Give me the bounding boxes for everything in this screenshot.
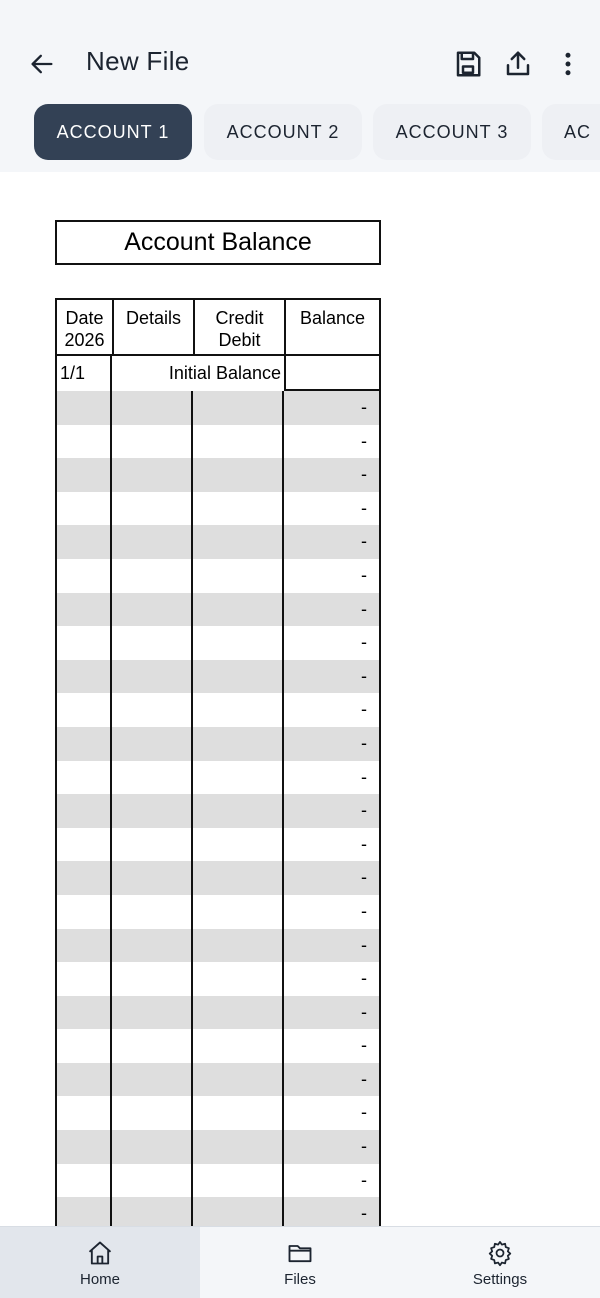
credit-debit-cell[interactable] [193, 1096, 284, 1130]
table-row[interactable] [55, 1197, 381, 1226]
nav-home-label: Home [79, 1270, 120, 1288]
ledger-rows [55, 391, 381, 1226]
date-cell[interactable] [57, 391, 112, 425]
col-debit-label: Debit [218, 330, 261, 350]
share-icon [503, 49, 533, 79]
date-cell[interactable] [57, 693, 112, 727]
ledger-sheet [0, 172, 600, 1226]
date-cell[interactable] [57, 1096, 112, 1130]
table-row[interactable] [55, 525, 381, 559]
initial-balance-cell[interactable] [284, 356, 379, 391]
more-menu-button[interactable] [548, 44, 588, 84]
date-cell[interactable] [57, 761, 112, 795]
balance-cell[interactable]: - [361, 699, 367, 720]
initial-balance-row[interactable] [55, 356, 381, 391]
col-balance-header [284, 300, 379, 354]
credit-debit-cell[interactable] [193, 861, 284, 895]
details-cell[interactable] [112, 895, 193, 929]
folder-icon [286, 1239, 314, 1267]
credit-debit-cell[interactable] [193, 996, 284, 1030]
table-row[interactable] [55, 593, 381, 627]
tab-account-1[interactable] [34, 104, 192, 160]
table-row[interactable] [55, 861, 381, 895]
balance-cell[interactable]: - [361, 1035, 367, 1056]
ledger-header [55, 298, 381, 356]
balance-cell[interactable]: - [361, 397, 367, 417]
col-year-label: 2026 [64, 330, 105, 350]
details-cell[interactable] [112, 593, 193, 627]
date-cell[interactable] [57, 492, 112, 526]
credit-debit-cell[interactable] [193, 593, 284, 627]
details-cell[interactable] [112, 996, 193, 1030]
table-row[interactable] [55, 660, 381, 694]
tab-account-2[interactable] [204, 104, 362, 160]
balance-cell[interactable]: - [361, 732, 367, 753]
credit-debit-cell[interactable] [193, 626, 284, 660]
date-cell[interactable] [57, 962, 112, 996]
table-row[interactable] [55, 1164, 381, 1198]
balance-cell[interactable]: - [361, 632, 367, 653]
table-row[interactable] [55, 1063, 381, 1097]
col-balance-label: Balance [299, 308, 366, 328]
balance-cell[interactable]: - [361, 968, 367, 989]
balance-cell[interactable]: - [361, 1102, 367, 1123]
ledger-table [55, 298, 381, 1226]
details-cell[interactable] [112, 1130, 193, 1164]
balance-cell[interactable]: - [361, 1001, 367, 1022]
table-row[interactable] [55, 895, 381, 929]
credit-debit-cell[interactable] [193, 1164, 284, 1198]
date-cell[interactable] [57, 559, 112, 593]
credit-debit-cell[interactable] [193, 929, 284, 963]
balance-cell[interactable]: - [361, 1203, 367, 1224]
balance-cell[interactable]: - [361, 900, 367, 921]
balance-cell[interactable]: - [361, 1169, 367, 1190]
balance-cell[interactable]: - [361, 1136, 367, 1157]
app-header [0, 0, 600, 172]
save-icon [453, 49, 483, 79]
table-row[interactable] [55, 1130, 381, 1164]
date-cell[interactable] [57, 1063, 112, 1097]
tab-label: ACCOUNT 2 [226, 121, 340, 142]
credit-debit-cell[interactable] [193, 1063, 284, 1097]
date-cell[interactable] [57, 458, 112, 492]
col-credit-label: Credit [215, 308, 264, 328]
col-details-label: Details [125, 308, 182, 328]
date-cell[interactable] [57, 895, 112, 929]
balance-cell[interactable]: - [361, 598, 367, 619]
details-cell[interactable] [112, 727, 193, 761]
date-cell[interactable] [57, 1029, 112, 1063]
tab-label: AC [564, 121, 592, 142]
balance-cell[interactable]: - [361, 464, 367, 485]
table-row[interactable] [55, 1096, 381, 1130]
share-button[interactable] [498, 44, 538, 84]
table-row[interactable] [55, 761, 381, 795]
details-cell[interactable] [112, 660, 193, 694]
col-credit-debit-header [193, 300, 284, 354]
table-row[interactable] [55, 458, 381, 492]
table-row[interactable] [55, 425, 381, 459]
table-row[interactable] [55, 626, 381, 660]
date-cell[interactable] [57, 525, 112, 559]
table-row[interactable] [55, 929, 381, 963]
nav-files-label: Files [284, 1270, 316, 1288]
nav-settings[interactable] [400, 1227, 600, 1298]
arrow-left-icon [28, 50, 56, 78]
credit-debit-cell[interactable] [193, 1197, 284, 1226]
initial-date[interactable]: 1/1 [57, 356, 112, 391]
credit-debit-cell[interactable] [193, 391, 284, 425]
date-cell[interactable] [57, 929, 112, 963]
credit-debit-cell[interactable] [193, 660, 284, 694]
table-row[interactable] [55, 693, 381, 727]
details-cell[interactable] [112, 761, 193, 795]
date-cell[interactable] [57, 861, 112, 895]
table-row[interactable] [55, 391, 381, 425]
account-tabs [0, 104, 600, 160]
credit-debit-cell[interactable] [193, 727, 284, 761]
details-cell[interactable] [112, 861, 193, 895]
details-cell[interactable] [112, 828, 193, 862]
date-cell[interactable] [57, 593, 112, 627]
date-cell[interactable] [57, 996, 112, 1030]
home-icon [86, 1239, 114, 1267]
col-date-label: Date [65, 308, 104, 328]
credit-debit-cell[interactable] [193, 794, 284, 828]
sheet-title: Account Balance [55, 220, 381, 265]
table-row[interactable] [55, 1029, 381, 1063]
credit-debit-cell[interactable] [193, 962, 284, 996]
credit-debit-cell[interactable] [193, 828, 284, 862]
details-cell[interactable] [112, 1029, 193, 1063]
details-cell[interactable] [112, 626, 193, 660]
tab-account-3[interactable] [373, 104, 531, 160]
details-cell[interactable] [112, 1164, 193, 1198]
col-details-header [112, 300, 193, 354]
date-cell[interactable] [57, 425, 112, 459]
credit-debit-cell[interactable] [193, 525, 284, 559]
credit-debit-cell[interactable] [193, 458, 284, 492]
credit-debit-cell[interactable] [193, 1130, 284, 1164]
back-button[interactable] [22, 44, 62, 84]
details-cell[interactable] [112, 794, 193, 828]
details-cell[interactable] [112, 962, 193, 996]
table-row[interactable] [55, 727, 381, 761]
credit-debit-cell[interactable] [193, 761, 284, 795]
tab-label: ACCOUNT 3 [395, 121, 509, 142]
details-cell[interactable] [112, 458, 193, 492]
balance-cell[interactable]: - [361, 934, 367, 955]
balance-cell[interactable]: - [361, 766, 367, 787]
balance-cell[interactable]: - [361, 665, 367, 686]
date-cell[interactable] [57, 794, 112, 828]
details-cell[interactable] [112, 1096, 193, 1130]
date-cell[interactable] [57, 828, 112, 862]
table-row[interactable] [55, 492, 381, 526]
date-cell[interactable] [57, 1130, 112, 1164]
nav-settings-label: Settings [472, 1270, 528, 1288]
balance-cell[interactable]: - [361, 564, 367, 585]
credit-debit-cell[interactable] [193, 425, 284, 459]
balance-cell[interactable]: - [361, 1068, 367, 1089]
tab-account-4[interactable] [542, 104, 600, 160]
date-cell[interactable] [57, 626, 112, 660]
credit-debit-cell[interactable] [193, 1029, 284, 1063]
save-button[interactable] [448, 44, 488, 84]
nav-home[interactable] [0, 1227, 200, 1298]
bottom-navigation [0, 1226, 600, 1298]
date-cell[interactable] [57, 727, 112, 761]
balance-cell[interactable]: - [361, 867, 367, 888]
initial-details[interactable]: Initial Balance [168, 363, 281, 383]
more-vertical-icon [553, 49, 583, 79]
date-cell[interactable] [57, 1164, 112, 1198]
date-cell[interactable] [57, 660, 112, 694]
details-cell[interactable] [112, 559, 193, 593]
balance-cell[interactable]: - [361, 497, 367, 518]
details-cell[interactable] [112, 929, 193, 963]
page-title: New File [86, 46, 190, 76]
balance-cell[interactable]: - [361, 833, 367, 854]
table-row[interactable] [55, 559, 381, 593]
table-row[interactable] [55, 962, 381, 996]
col-date-header [57, 300, 112, 354]
credit-debit-cell[interactable] [193, 693, 284, 727]
tab-label: ACCOUNT 1 [56, 121, 170, 142]
balance-cell[interactable]: - [361, 800, 367, 821]
details-cell[interactable] [112, 1197, 193, 1226]
date-cell[interactable] [57, 1197, 112, 1226]
table-row[interactable] [55, 794, 381, 828]
details-cell[interactable] [112, 492, 193, 526]
credit-debit-cell[interactable] [193, 895, 284, 929]
gear-icon [486, 1239, 514, 1267]
table-row[interactable] [55, 828, 381, 862]
details-cell[interactable] [112, 1063, 193, 1097]
balance-cell[interactable]: - [361, 531, 367, 552]
credit-debit-cell[interactable] [193, 492, 284, 526]
details-cell[interactable] [112, 525, 193, 559]
details-cell[interactable] [112, 425, 193, 459]
balance-cell[interactable]: - [361, 430, 367, 451]
table-row[interactable] [55, 996, 381, 1030]
credit-debit-cell[interactable] [193, 559, 284, 593]
details-cell[interactable] [112, 391, 193, 425]
details-cell[interactable] [112, 693, 193, 727]
nav-files[interactable] [200, 1227, 400, 1298]
